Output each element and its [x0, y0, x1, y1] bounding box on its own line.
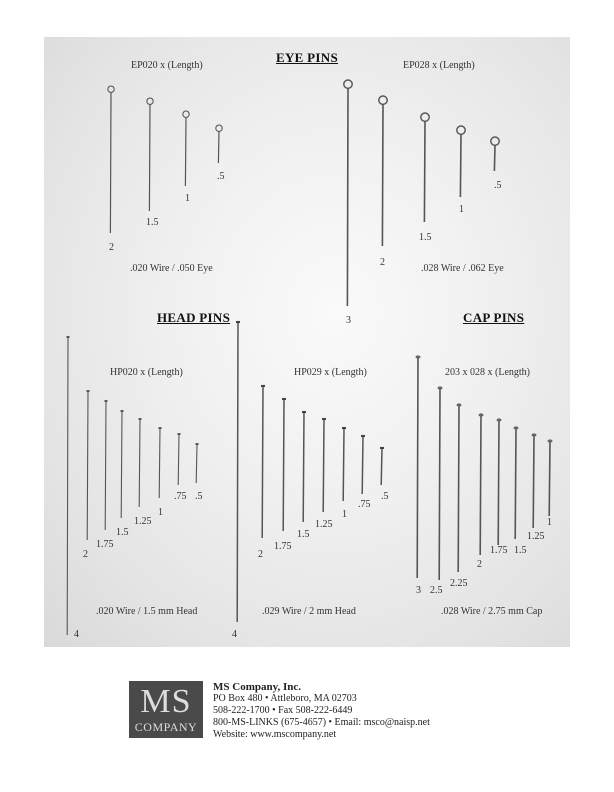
hp029-code: HP029 x (Length)	[294, 367, 367, 378]
size-label: 1.5	[419, 232, 432, 243]
logo-word: COMPANY	[134, 720, 198, 734]
eye-pin-eye	[344, 80, 352, 88]
company-phone: 508-222-1700 • Fax 508-222-6449	[213, 705, 353, 716]
eye-pin-eye	[421, 113, 429, 121]
eye-pin-wire	[110, 92, 111, 233]
head-pin-wire	[178, 434, 179, 485]
size-label: .75	[174, 491, 187, 502]
size-label: 1	[342, 509, 347, 520]
head-pin-wire	[343, 428, 344, 501]
eye-pin-wire	[460, 134, 461, 197]
size-label: 2.5	[430, 585, 443, 596]
size-label: 2	[258, 549, 263, 560]
size-label: 1.5	[146, 217, 159, 228]
head-pin-wire	[362, 436, 363, 494]
cap-pin-cap	[548, 439, 553, 442]
size-label: 1.5	[116, 527, 129, 538]
size-label: 1	[158, 507, 163, 518]
eye-pins-title: EYE PINS	[276, 50, 338, 65]
eye-pin-eye	[147, 98, 153, 104]
head-pin-wire	[159, 428, 160, 498]
size-label: 1	[547, 517, 552, 528]
size-label: 1.25	[527, 531, 545, 542]
cap-pin-wire	[480, 416, 481, 556]
size-label: 1.75	[96, 539, 114, 550]
cap-pin-cap	[532, 433, 537, 436]
eye-pin-eye	[108, 86, 114, 92]
size-label: 4	[232, 629, 237, 640]
eye-pin-eye	[457, 126, 465, 134]
eye-pin-eye	[183, 111, 189, 117]
ep020-code: EP020 x (Length)	[131, 60, 203, 71]
size-label: 2	[380, 257, 385, 268]
size-label: 1	[459, 204, 464, 215]
eye-pin-wire	[347, 88, 348, 306]
head-pin-wire	[121, 411, 122, 518]
hp020-spec: .020 Wire / 1.5 mm Head	[96, 606, 198, 617]
size-label: 2	[477, 559, 482, 570]
size-label: .5	[195, 491, 203, 502]
cap-pin-wire	[458, 406, 459, 573]
logo-letters: MS	[140, 683, 192, 720]
cap-pin-wire	[549, 442, 550, 517]
cp-code: 203 x 028 x (Length)	[445, 367, 530, 378]
size-label: 1.75	[274, 541, 292, 552]
hp029-spec: .029 Wire / 2 mm Head	[262, 606, 356, 617]
eye-pin-wire	[494, 145, 495, 171]
head-pin-wire	[283, 399, 284, 531]
size-label: 2	[109, 242, 114, 253]
company-contact	[213, 681, 430, 741]
size-label: 2.25	[450, 578, 468, 589]
eye-pin-eye	[379, 96, 387, 104]
head-pin-wire	[303, 412, 304, 522]
head-pins-title: HEAD PINS	[157, 310, 231, 325]
cap-pin-cap	[479, 413, 484, 416]
head-pin-wire	[262, 386, 263, 538]
cap-pin-cap	[438, 386, 443, 389]
company-name: MS Company, Inc.	[213, 681, 302, 693]
size-label: 4	[74, 629, 79, 640]
cap-pin-wire	[533, 436, 534, 529]
ep028-code: EP028 x (Length)	[403, 60, 475, 71]
size-label: 1.5	[297, 529, 310, 540]
size-label: 3	[416, 585, 421, 596]
eye-pin-wire	[382, 104, 383, 246]
size-label: 1.25	[134, 516, 152, 527]
company-tollfree: 800-MS-LINKS (675-4657) • Email: msco@naisp.net	[213, 717, 430, 728]
head-pin-wire	[323, 419, 324, 512]
ms-company-logo	[129, 681, 203, 738]
head-pin-wire	[67, 337, 68, 635]
size-label: .5	[381, 491, 389, 502]
ep028-spec: .028 Wire / .062 Eye	[421, 263, 504, 274]
size-label: 2	[83, 549, 88, 560]
ep020-spec: .020 Wire / .050 Eye	[130, 263, 213, 274]
cap-pin-cap	[497, 418, 502, 421]
eye-pin-eye	[216, 125, 222, 131]
cap-pin-wire	[439, 389, 440, 581]
eye-pin-eye	[491, 137, 499, 145]
head-pin-wire	[381, 448, 382, 485]
cp-spec: .028 Wire / 2.75 mm Cap	[441, 606, 543, 617]
eye-pin-wire	[424, 121, 425, 222]
company-address: PO Box 480 • Attleboro, MA 02703	[213, 693, 357, 704]
eye-pin-wire	[185, 117, 186, 186]
cap-pins-title: CAP PINS	[463, 310, 525, 325]
size-label: 1	[185, 193, 190, 204]
eye-pin-wire	[149, 104, 150, 211]
size-label: 1.5	[514, 545, 527, 556]
size-label: .75	[358, 499, 371, 510]
size-label: .5	[494, 180, 502, 191]
cap-pin-cap	[457, 403, 462, 406]
head-pin-wire	[237, 322, 238, 622]
head-pin-wire	[196, 444, 197, 483]
company-website: Website: www.mscompany.net	[213, 729, 337, 740]
cap-pin-cap	[416, 355, 421, 358]
size-label: 1.75	[490, 545, 508, 556]
size-label: 3	[346, 315, 351, 326]
cap-pin-cap	[514, 426, 519, 429]
size-label: 1.25	[315, 519, 333, 530]
size-label: .5	[217, 171, 225, 182]
head-pin-wire	[87, 391, 88, 540]
head-pin-wire	[139, 419, 140, 507]
cap-pin-wire	[515, 429, 516, 540]
cap-pin-wire	[417, 358, 418, 579]
head-pin-wire	[105, 401, 106, 530]
hp020-code: HP020 x (Length)	[110, 367, 183, 378]
eye-pin-wire	[218, 131, 219, 163]
cap-pin-wire	[498, 421, 499, 546]
